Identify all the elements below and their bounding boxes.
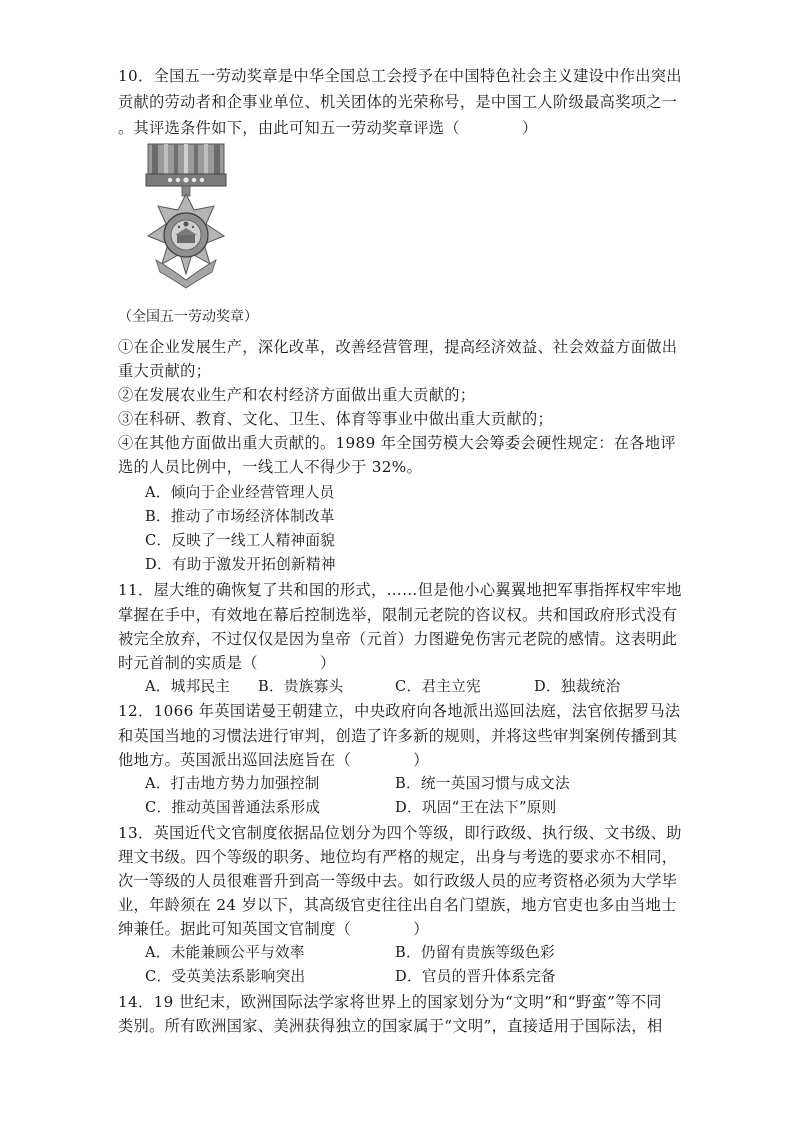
q10-condition-1a: ①在企业发展生产，深化改革，改善经营管理，提高经济效益、社会效益方面做出 <box>118 338 678 356</box>
q10-option-d[interactable]: D．有助于激发开拓创新精神 <box>145 556 336 573</box>
q12-line-2: 和英国当地的习惯法进行审判，创造了许多新的规则，并将这些审判案例传播到其 <box>118 727 678 745</box>
q12-line-1: 12．1066 年英国诺曼王朝建立，中央政府向各地派出巡回法庭，法官依据罗马法 <box>118 702 681 720</box>
q10-line-1: 10．全国五一劳动奖章是中华全国总工会授予在中国特色社会主义建设中作出突出 <box>118 67 682 85</box>
q10-line-3: 。其评选条件如下，由此可知五一劳动奖章评选（ ） <box>118 119 538 137</box>
q12-option-d[interactable]: D．巩固“王在法下”原则 <box>395 799 557 816</box>
q13-line-2: 理文书级。四个等级的职务、地位均有严格的规定，出身与考选的要求亦不相同， <box>118 848 678 866</box>
labor-medal-icon <box>140 140 232 292</box>
q13-line-3: 次一等级的人员很难晋升到高一等级中去。如行政级人员的应考资格必须为大学毕 <box>118 872 678 890</box>
q13-option-c[interactable]: C．受英美法系影响突出 <box>145 968 306 985</box>
q10-condition-3: ③在科研、教育、文化、卫生、体育等事业中做出重大贡献的； <box>118 410 554 428</box>
q10-condition-4b: 选的人员比例中，一线工人不得少于 32%。 <box>118 458 423 476</box>
q13-line-4: 业，年龄须在 24 岁以下，其高级官吏往往出自名门望族，地方官吏也多由当地士 <box>118 896 677 914</box>
q11-line-3: 被完全放弃，不过仅仅是因为皇帝（元首）力图避免伤害元老院的感情。这表明此 <box>118 630 678 648</box>
q10-line-2: 贡献的劳动者和企事业单位、机关团体的光荣称号，是中国工人阶级最高奖项之一 <box>118 93 678 111</box>
q13-option-d[interactable]: D．官员的晋升体系完备 <box>395 968 556 985</box>
q10-condition-2: ②在发展农业生产和农村经济方面做出重大贡献的； <box>118 386 476 404</box>
q13-line-5: 绅兼任。据此可知英国文官制度（ ） <box>118 920 429 938</box>
q14-line-2: 类别。所有欧洲国家、美洲获得独立的国家属于“文明”，直接适用于国际法，相 <box>118 1017 663 1035</box>
q12-option-c[interactable]: C．推动英国普通法系形成 <box>145 799 321 816</box>
q10-option-a[interactable]: A．倾向于企业经营管理人员 <box>145 484 335 501</box>
q13-option-b[interactable]: B．仍留有贵族等级色彩 <box>395 944 555 961</box>
q11-option-d[interactable]: D．独裁统治 <box>534 678 621 695</box>
q13-option-a[interactable]: A．未能兼顾公平与效率 <box>145 944 305 961</box>
q10-option-c[interactable]: C．反映了一线工人精神面貌 <box>145 532 336 549</box>
q11-line-4: 时元首制的实质是（ ） <box>118 654 336 672</box>
q11-option-c[interactable]: C．君主立宪 <box>395 678 481 695</box>
q10-option-b[interactable]: B．推动了市场经济体制改革 <box>145 508 335 525</box>
q12-option-b[interactable]: B．统一英国习惯与成文法 <box>395 775 570 792</box>
q11-option-b[interactable]: B．贵族寡头 <box>258 678 344 695</box>
q10-condition-4a: ④在其他方面做出重大贡献的。1989 年全国劳模大会筹委会硬性规定：在各地评 <box>118 434 676 452</box>
q14-line-1: 14．19 世纪末，欧洲国际法学家将世界上的国家划分为“文明”和“野蛮”等不同 <box>118 993 662 1011</box>
q10-condition-1b: 重大贡献的； <box>118 362 212 380</box>
q12-line-3: 他地方。英国派出巡回法庭旨在（ ） <box>118 751 429 769</box>
q12-option-a[interactable]: A．打击地方势力加强控制 <box>145 775 320 792</box>
medal-caption: （全国五一劳动奖章） <box>118 309 258 325</box>
q13-line-1: 13．英国近代文官制度依据品位划分为四个等级，即行政级、执行级、文书级、助 <box>118 824 682 842</box>
q11-option-a[interactable]: A．城邦民主 <box>145 678 231 695</box>
q11-line-1: 11．屋大维的确恢复了共和国的形式，……但是他小心翼翼地把军事指挥权牢牢地 <box>118 581 682 599</box>
q11-line-2: 掌握在手中，有效地在幕后控制选举，限制元老院的咨议权。共和国政府形式没有 <box>118 606 678 624</box>
